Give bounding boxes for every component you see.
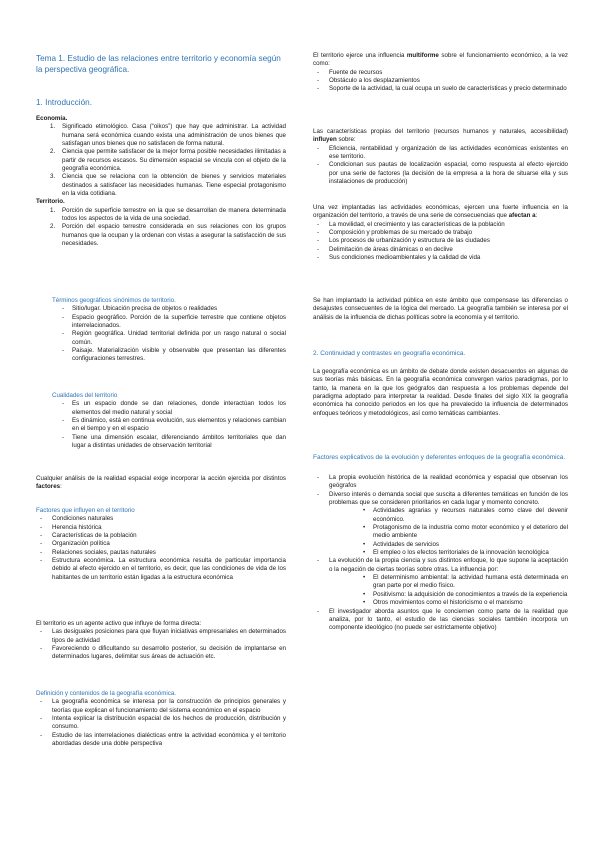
list-item: - Región geográfica. Unidad territorial definida por un rasgo natural o social común. xyxy=(62,330,286,346)
list-item: - Intenta explicar la distribución espacial de los hechos de producción, distribución y consumo. xyxy=(40,715,286,731)
list-item: • Actividades de servicios xyxy=(363,540,440,548)
list-item: - La evolución de la propia ciencia y sus distintos enfoque, lo que supone la aceptación o la negación de ciertas teorías sobre otras. La influencia por: xyxy=(317,557,568,573)
factores-explicativos-list xyxy=(313,474,568,633)
list-item: • El determinismo ambiental: la actividad humana está determinada en gran parte por el medio físico. xyxy=(363,574,568,590)
list-item: 2. Ciencia que permite satisfacer de la mejor forma posible necesidades ilimitadas a partir de recursos escasos. Su dimensión espacial se vincula con el objeto de la geografía económica. xyxy=(50,148,286,173)
list-item: - Condiciones naturales xyxy=(40,515,114,523)
cualidades-section xyxy=(36,392,286,450)
list-item: - Delimitación de áreas dinámicas o en declive xyxy=(317,245,453,253)
list-item: • Otros movimientos como el historicismo o el marxismo xyxy=(363,599,523,607)
implantadas-text: Una vez implantadas las actividades económicas, ejercen una fuerte influencia en la organización del territorio, a través de una serie de consecuencias que afectan a: xyxy=(313,204,568,220)
list-item: - Organización política xyxy=(40,540,110,548)
list-item: - La movilidad, el crecimiento y las características de la población xyxy=(317,220,505,228)
document-title: Tema 1. Estudio de las relaciones entre territorio y economía según la perspectiva geográfica. xyxy=(36,54,281,74)
list-item: - Es un espacio donde se dan relaciones, donde interactúan todos los elementos del medio natural y social xyxy=(62,400,286,416)
intro-heading: 1. Introducción. xyxy=(36,98,92,107)
continuidad-paragraph: La geografía económica es un ámbito de debate donde existen desacuerdos en algunas de sus teorías más básicas. En la geografía económica convergen varios paradigmas, por lo tanto, la manera en la que los geógrafos dan respuesta a los problemas depende del paradigma adoptado para interpretar la realidad. Desde finales del siglo XIX la geografía económica ha conocido periodos en los que ha prevalecido la influencia de determinados enfoques teóricos y metodológicos, así como temáticas cambiantes. xyxy=(313,368,568,417)
list-item: - Composición y problemas de su mercado de trabajo xyxy=(317,229,473,237)
list-item: - Los procesos de urbanización y estructura de las ciudades xyxy=(317,237,490,245)
list-item: - Paisaje. Materialización visible y observable que presentan las diferentes configuraciones terrestres. xyxy=(62,347,286,363)
list-item: - Estudio de las interrelaciones dialécticas entre la actividad económica y el territorio abordadas desde una doble perspectiva xyxy=(40,731,286,748)
list-item: - El investigador aborda asuntos que le conciernen como parte de la realidad que analiza, por lo tanto, el estudio de las ciencias sociales también incorpora un componente ideológico (no puede ser estrictamente objetivo) xyxy=(317,607,568,632)
factores-section xyxy=(36,507,286,582)
list-item: - Espacio geográfico. Porción de la superficie terrestre que contiene objetos interrelacionados. xyxy=(62,313,286,330)
list-item: - Obstáculo a los desplazamientos xyxy=(317,77,420,85)
list-item: • El empleo o los efectos territoriales de la innovación tecnológica xyxy=(363,549,549,557)
analisis-paragraph: Cualquier análisis de la realidad espacial exige incorporar la acción ejercida por distintos factores: xyxy=(36,475,286,491)
agente-text: El territorio es un agente activo que influye de forma directa: xyxy=(36,620,202,627)
agente-section xyxy=(36,620,286,662)
territorio-label: Territorio. xyxy=(36,198,65,206)
factores-heading: Factores que influyen en el territorio xyxy=(36,507,135,514)
list-item: - La geografía económica se interesa por la construcción de principios generales y teorías que explican el funcionamiento del sistema económico en el espacio xyxy=(40,698,286,714)
list-item: 3. Ciencia que se relaciona con la obtención de bienes y servicios materiales destinados a satisfacer las necesidades humanas. Tiene especial protagonismo en la vida cotidiana. xyxy=(50,173,286,198)
influencia-text: El territorio ejerce una influencia multiforme sobre el funcionamiento económico, a la vez como: xyxy=(313,52,569,68)
list-item: 1. Porción de superficie terrestre en la que se desarrollan de manera determinada todos los aspectos de la vida de una sociedad. xyxy=(50,206,286,223)
list-item: • Protagonismo de la industria como motor económico y el deterioro del medio ambiente xyxy=(363,524,568,540)
list-item: • Positivismo: la adquisición de conocimientos a través de la experiencia xyxy=(363,590,568,598)
list-item: - Tiene una dimensión escalar, diferenciando ámbitos territoriales que dan lugar a distintas unidades de observación territorial xyxy=(62,433,286,450)
list-item: - La propia evolución histórica de la realidad económica y espacial que observan los geógrafos xyxy=(317,474,568,490)
publica-paragraph: Se han implantado la actividad pública en este ámbito que compensase las diferencias o desajustes consecuentes de la lógica del mercado. La geografía también se interesa por el análisis de la influencia de dichas políticas sobre la economía y el territorio. xyxy=(313,297,568,321)
cualidades-heading: Cualidades del territorio xyxy=(52,392,118,399)
list-item: - Diverso interés o demanda social que suscita a diferentes temáticas en función de los problemas que se consideren prioritarios en cada lugar y momento concreto. xyxy=(317,490,568,507)
list-item: - Favoreciendo o dificultando su desarrollo posterior, su decisión de implantarse en determinados lugares, delimitar sus áreas de actuación etc. xyxy=(40,645,286,661)
list-item: - Las desiguales posiciones para que fluyan iniciativas empresariales en determinados tipos de actividad xyxy=(40,628,286,644)
sinonimos-section xyxy=(36,297,286,364)
caracteristicas-section xyxy=(313,128,568,186)
list-item: - Herencia histórica xyxy=(40,523,102,531)
list-item: - Eficiencia, rentabilidad y organización de las actividades económicas existentes en ese territorio. xyxy=(317,144,568,161)
implantadas-section xyxy=(313,204,568,262)
list-item: - Soporte de la actividad, la cual ocupa un suelo de características y precio determinado xyxy=(317,85,567,93)
list-item: • Actividades agrarias y recursos naturales como clave del devenir económico. xyxy=(363,507,568,523)
economia-label: Economía. xyxy=(36,115,68,122)
continuidad-heading: 2. Continuidad y contrastes en geografía económica. xyxy=(313,350,466,357)
list-item: - Relaciones sociales, pautas naturales xyxy=(40,548,156,556)
list-item: - Es dinámico, está en continua evolución, sus elementos y relaciones cambian en el tiempo y en el espacio xyxy=(62,417,286,433)
sinonimos-heading: Términos geográficos sinónimos de territorio. xyxy=(52,297,176,304)
list-item: - Características de la población xyxy=(40,532,137,540)
factores-explicativos-heading: Factores explicativos de la evolución y deferentes enfoques de la geografía económica. xyxy=(313,454,566,461)
list-item: - Sitio/lugar. Ubicación precisa de objetos o realidades xyxy=(62,305,218,313)
list-item: - Condicionan sus pautas de localización espacial, como respuesta al efecto ejercido por una serie de factores (la decisión de la empresa a la hora de situarse ella y sus instalaciones de producción) xyxy=(317,161,568,186)
list-item: - Sus condiciones medioambientales y la calidad de vida xyxy=(317,254,481,262)
caracteristicas-text: Las características propias del territorio (recursos humanos y naturales, accesibilidad) influyen sobre: xyxy=(313,128,568,144)
definicion-heading: Definición y contenidos de la geografía económica. xyxy=(36,690,176,697)
list-item: - Fuente de recursos xyxy=(317,68,383,76)
list-item: 2. Porción del espacio terrestre considerada en sus relaciones con los grupos humanos que la ocupan y la ordenan con vistas a asegurar la satisfacción de sus necesidades. xyxy=(50,223,286,248)
list-item: - Estructura económica. La estructura económica resulta de particular importancia debido al efecto ejercido en el territorio, es decir, que las condiciones de vida de los habitantes de un territorio están ligadas a la estructura económica xyxy=(40,557,286,581)
list-item: 1. Significado etimológico. Casa (“oikos”) que hay que administrar. La actividad humana será económica cuando exista una administración de unos bienes que satisfagan unos bienes que no satisfacen de forma natural. xyxy=(50,123,286,148)
definicion-section xyxy=(36,690,286,748)
economia-section xyxy=(36,115,286,249)
influencia-section xyxy=(313,52,568,94)
